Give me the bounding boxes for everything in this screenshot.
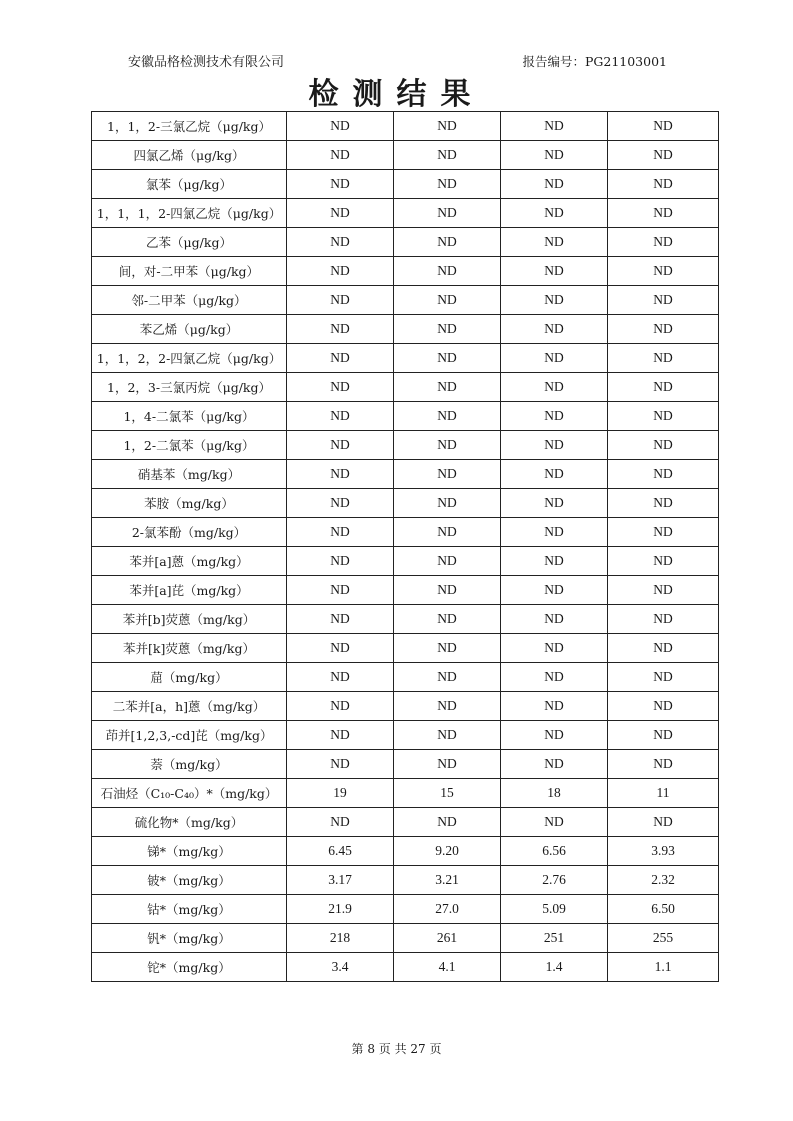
table-row bbox=[92, 721, 719, 750]
row-value-cell: ND bbox=[608, 663, 719, 692]
row-value-cell: 3.93 bbox=[608, 837, 719, 866]
row-value-cell: 218 bbox=[287, 924, 394, 953]
row-value-cell: ND bbox=[501, 315, 608, 344]
row-item-name: 2-氯苯酚（mg/kg） bbox=[92, 518, 287, 547]
row-item-name: 1，1，1，2-四氯乙烷（μg/kg） bbox=[92, 199, 287, 228]
row-value-cell: ND bbox=[287, 518, 394, 547]
row-value-cell: ND bbox=[394, 547, 501, 576]
row-value-cell: ND bbox=[394, 808, 501, 837]
row-value-cell: ND bbox=[394, 576, 501, 605]
row-value-cell: 1.1 bbox=[608, 953, 719, 982]
row-item-name: 邻-二甲苯（μg/kg） bbox=[92, 286, 287, 315]
row-value-cell: ND bbox=[501, 518, 608, 547]
row-value-cell: 19 bbox=[287, 779, 394, 808]
row-item-name: 1，1，2-三氯乙烷（μg/kg） bbox=[92, 112, 287, 141]
row-value-cell: ND bbox=[501, 141, 608, 170]
row-value-cell: ND bbox=[501, 402, 608, 431]
row-value-cell: ND bbox=[608, 605, 719, 634]
row-item-name: 茚并[1,2,3,-cd]芘（mg/kg） bbox=[92, 721, 287, 750]
table-row bbox=[92, 257, 719, 286]
row-value-cell: ND bbox=[608, 489, 719, 518]
row-value-cell: ND bbox=[501, 286, 608, 315]
row-value-cell: ND bbox=[501, 228, 608, 257]
row-item-name: 苯乙烯（μg/kg） bbox=[92, 315, 287, 344]
row-item-name: 苯并[k]荧蒽（mg/kg） bbox=[92, 634, 287, 663]
results-table-body bbox=[92, 112, 719, 982]
report-number: 报告编号：PG21103001 bbox=[522, 54, 667, 69]
table-row bbox=[92, 953, 719, 982]
table-row bbox=[92, 431, 719, 460]
row-item-name: 钒*（mg/kg） bbox=[92, 924, 287, 953]
row-value-cell: ND bbox=[287, 663, 394, 692]
row-item-name: 苯胺（mg/kg） bbox=[92, 489, 287, 518]
table-row bbox=[92, 663, 719, 692]
row-value-cell: ND bbox=[394, 518, 501, 547]
row-item-name: 氯苯（μg/kg） bbox=[92, 170, 287, 199]
row-value-cell: ND bbox=[608, 547, 719, 576]
row-value-cell: ND bbox=[608, 228, 719, 257]
row-value-cell: ND bbox=[287, 576, 394, 605]
row-value-cell: ND bbox=[608, 344, 719, 373]
table-row bbox=[92, 837, 719, 866]
row-value-cell: ND bbox=[394, 170, 501, 199]
row-value-cell: ND bbox=[394, 402, 501, 431]
row-value-cell: ND bbox=[394, 605, 501, 634]
table-row bbox=[92, 866, 719, 895]
row-value-cell: ND bbox=[608, 721, 719, 750]
row-value-cell: 4.1 bbox=[394, 953, 501, 982]
row-item-name: 硫化物*（mg/kg） bbox=[92, 808, 287, 837]
row-value-cell: ND bbox=[287, 112, 394, 141]
row-value-cell: ND bbox=[608, 112, 719, 141]
row-item-name: 1，2-二氯苯（μg/kg） bbox=[92, 431, 287, 460]
row-value-cell: ND bbox=[287, 402, 394, 431]
row-item-name: 铍*（mg/kg） bbox=[92, 866, 287, 895]
row-value-cell: ND bbox=[608, 286, 719, 315]
row-value-cell: ND bbox=[501, 663, 608, 692]
page-title: 检测结果 bbox=[308, 77, 485, 112]
table-row bbox=[92, 895, 719, 924]
row-value-cell: 18 bbox=[501, 779, 608, 808]
row-value-cell: ND bbox=[287, 431, 394, 460]
row-item-name: 1，2，3-三氯丙烷（μg/kg） bbox=[92, 373, 287, 402]
row-value-cell: ND bbox=[501, 576, 608, 605]
row-value-cell: ND bbox=[287, 286, 394, 315]
row-value-cell: 15 bbox=[394, 779, 501, 808]
row-value-cell: ND bbox=[394, 460, 501, 489]
row-value-cell: ND bbox=[394, 141, 501, 170]
row-value-cell: ND bbox=[608, 634, 719, 663]
table-row bbox=[92, 402, 719, 431]
row-value-cell: ND bbox=[287, 344, 394, 373]
row-value-cell: ND bbox=[608, 576, 719, 605]
row-value-cell: ND bbox=[608, 518, 719, 547]
table-row bbox=[92, 373, 719, 402]
row-value-cell: ND bbox=[501, 112, 608, 141]
table-row bbox=[92, 634, 719, 663]
row-value-cell: ND bbox=[608, 460, 719, 489]
row-item-name: 四氯乙烯（μg/kg） bbox=[92, 141, 287, 170]
row-item-name: 苯并[a]芘（mg/kg） bbox=[92, 576, 287, 605]
table-row bbox=[92, 199, 719, 228]
row-value-cell: ND bbox=[287, 199, 394, 228]
row-value-cell: ND bbox=[394, 634, 501, 663]
row-value-cell: 2.76 bbox=[501, 866, 608, 895]
row-value-cell: 27.0 bbox=[394, 895, 501, 924]
row-value-cell: 5.09 bbox=[501, 895, 608, 924]
row-item-name: 硝基苯（mg/kg） bbox=[92, 460, 287, 489]
row-value-cell: ND bbox=[394, 373, 501, 402]
table-row bbox=[92, 344, 719, 373]
row-value-cell: ND bbox=[287, 721, 394, 750]
row-value-cell: ND bbox=[287, 460, 394, 489]
table-row bbox=[92, 808, 719, 837]
row-value-cell: ND bbox=[394, 344, 501, 373]
row-value-cell: 11 bbox=[608, 779, 719, 808]
row-value-cell: ND bbox=[287, 257, 394, 286]
row-value-cell: ND bbox=[501, 605, 608, 634]
row-item-name: 1，1，2，2-四氯乙烷（μg/kg） bbox=[92, 344, 287, 373]
row-value-cell: ND bbox=[501, 344, 608, 373]
row-value-cell: ND bbox=[501, 547, 608, 576]
row-value-cell: ND bbox=[394, 692, 501, 721]
row-value-cell: ND bbox=[501, 257, 608, 286]
row-item-name: 二苯并[a，h]蒽（mg/kg） bbox=[92, 692, 287, 721]
row-value-cell: 6.56 bbox=[501, 837, 608, 866]
table-row bbox=[92, 924, 719, 953]
table-row bbox=[92, 576, 719, 605]
row-item-name: 间，对-二甲苯（μg/kg） bbox=[92, 257, 287, 286]
row-value-cell: ND bbox=[501, 750, 608, 779]
company-name: 安徽品格检测技术有限公司 bbox=[128, 55, 285, 70]
row-value-cell: ND bbox=[501, 460, 608, 489]
row-value-cell: ND bbox=[287, 489, 394, 518]
table-row bbox=[92, 547, 719, 576]
row-value-cell: ND bbox=[394, 286, 501, 315]
row-value-cell: ND bbox=[608, 431, 719, 460]
row-value-cell: ND bbox=[501, 634, 608, 663]
table-row bbox=[92, 170, 719, 199]
row-value-cell: ND bbox=[501, 199, 608, 228]
row-value-cell: ND bbox=[287, 170, 394, 199]
row-item-name: 1，4-二氯苯（μg/kg） bbox=[92, 402, 287, 431]
row-value-cell: ND bbox=[501, 692, 608, 721]
table-row bbox=[92, 518, 719, 547]
table-row bbox=[92, 692, 719, 721]
row-item-name: 石油烃（C₁₀-C₄₀）*（mg/kg） bbox=[92, 779, 287, 808]
row-value-cell: ND bbox=[394, 228, 501, 257]
table-row bbox=[92, 286, 719, 315]
row-value-cell: ND bbox=[287, 228, 394, 257]
row-value-cell: ND bbox=[394, 489, 501, 518]
table-row bbox=[92, 605, 719, 634]
row-value-cell: ND bbox=[394, 199, 501, 228]
row-value-cell: 3.21 bbox=[394, 866, 501, 895]
table-row bbox=[92, 112, 719, 141]
row-value-cell: ND bbox=[608, 315, 719, 344]
table-row bbox=[92, 141, 719, 170]
row-item-name: 锑*（mg/kg） bbox=[92, 837, 287, 866]
page-footer: 第 8 页 共 27 页 bbox=[351, 1042, 442, 1056]
row-value-cell: ND bbox=[287, 373, 394, 402]
row-value-cell: ND bbox=[394, 663, 501, 692]
row-value-cell: ND bbox=[287, 692, 394, 721]
row-item-name: 萘（mg/kg） bbox=[92, 750, 287, 779]
row-value-cell: ND bbox=[608, 808, 719, 837]
row-value-cell: ND bbox=[501, 170, 608, 199]
row-value-cell: ND bbox=[501, 489, 608, 518]
row-value-cell: ND bbox=[287, 141, 394, 170]
table-row bbox=[92, 315, 719, 344]
row-item-name: 䓛（mg/kg） bbox=[92, 663, 287, 692]
row-value-cell: 261 bbox=[394, 924, 501, 953]
row-value-cell: ND bbox=[608, 750, 719, 779]
table-row bbox=[92, 489, 719, 518]
row-value-cell: 9.20 bbox=[394, 837, 501, 866]
row-value-cell: ND bbox=[501, 373, 608, 402]
row-value-cell: ND bbox=[287, 605, 394, 634]
row-item-name: 乙苯（μg/kg） bbox=[92, 228, 287, 257]
row-value-cell: ND bbox=[394, 750, 501, 779]
row-value-cell: ND bbox=[287, 634, 394, 663]
row-value-cell: ND bbox=[608, 170, 719, 199]
row-value-cell: ND bbox=[608, 373, 719, 402]
row-value-cell: ND bbox=[608, 692, 719, 721]
row-item-name: 苯并[b]荧蒽（mg/kg） bbox=[92, 605, 287, 634]
table-row bbox=[92, 460, 719, 489]
row-value-cell: 2.32 bbox=[608, 866, 719, 895]
row-value-cell: 6.45 bbox=[287, 837, 394, 866]
row-value-cell: 251 bbox=[501, 924, 608, 953]
row-value-cell: ND bbox=[608, 402, 719, 431]
row-value-cell: ND bbox=[394, 721, 501, 750]
row-value-cell: ND bbox=[394, 257, 501, 286]
row-item-name: 铊*（mg/kg） bbox=[92, 953, 287, 982]
row-value-cell: ND bbox=[394, 112, 501, 141]
table-row bbox=[92, 779, 719, 808]
row-value-cell: ND bbox=[287, 750, 394, 779]
row-item-name: 钴*（mg/kg） bbox=[92, 895, 287, 924]
row-value-cell: ND bbox=[608, 257, 719, 286]
row-value-cell: 3.17 bbox=[287, 866, 394, 895]
row-value-cell: ND bbox=[394, 315, 501, 344]
row-value-cell: ND bbox=[287, 547, 394, 576]
row-value-cell: 21.9 bbox=[287, 895, 394, 924]
row-value-cell: ND bbox=[394, 431, 501, 460]
row-value-cell: ND bbox=[287, 808, 394, 837]
row-value-cell: 6.50 bbox=[608, 895, 719, 924]
row-value-cell: ND bbox=[501, 808, 608, 837]
row-value-cell: ND bbox=[501, 721, 608, 750]
row-value-cell: 1.4 bbox=[501, 953, 608, 982]
row-value-cell: ND bbox=[608, 199, 719, 228]
table-row bbox=[92, 228, 719, 257]
row-value-cell: 3.4 bbox=[287, 953, 394, 982]
results-table bbox=[91, 111, 719, 982]
row-item-name: 苯并[a]蒽（mg/kg） bbox=[92, 547, 287, 576]
table-row bbox=[92, 750, 719, 779]
row-value-cell: 255 bbox=[608, 924, 719, 953]
row-value-cell: ND bbox=[287, 315, 394, 344]
row-value-cell: ND bbox=[608, 141, 719, 170]
row-value-cell: ND bbox=[501, 431, 608, 460]
